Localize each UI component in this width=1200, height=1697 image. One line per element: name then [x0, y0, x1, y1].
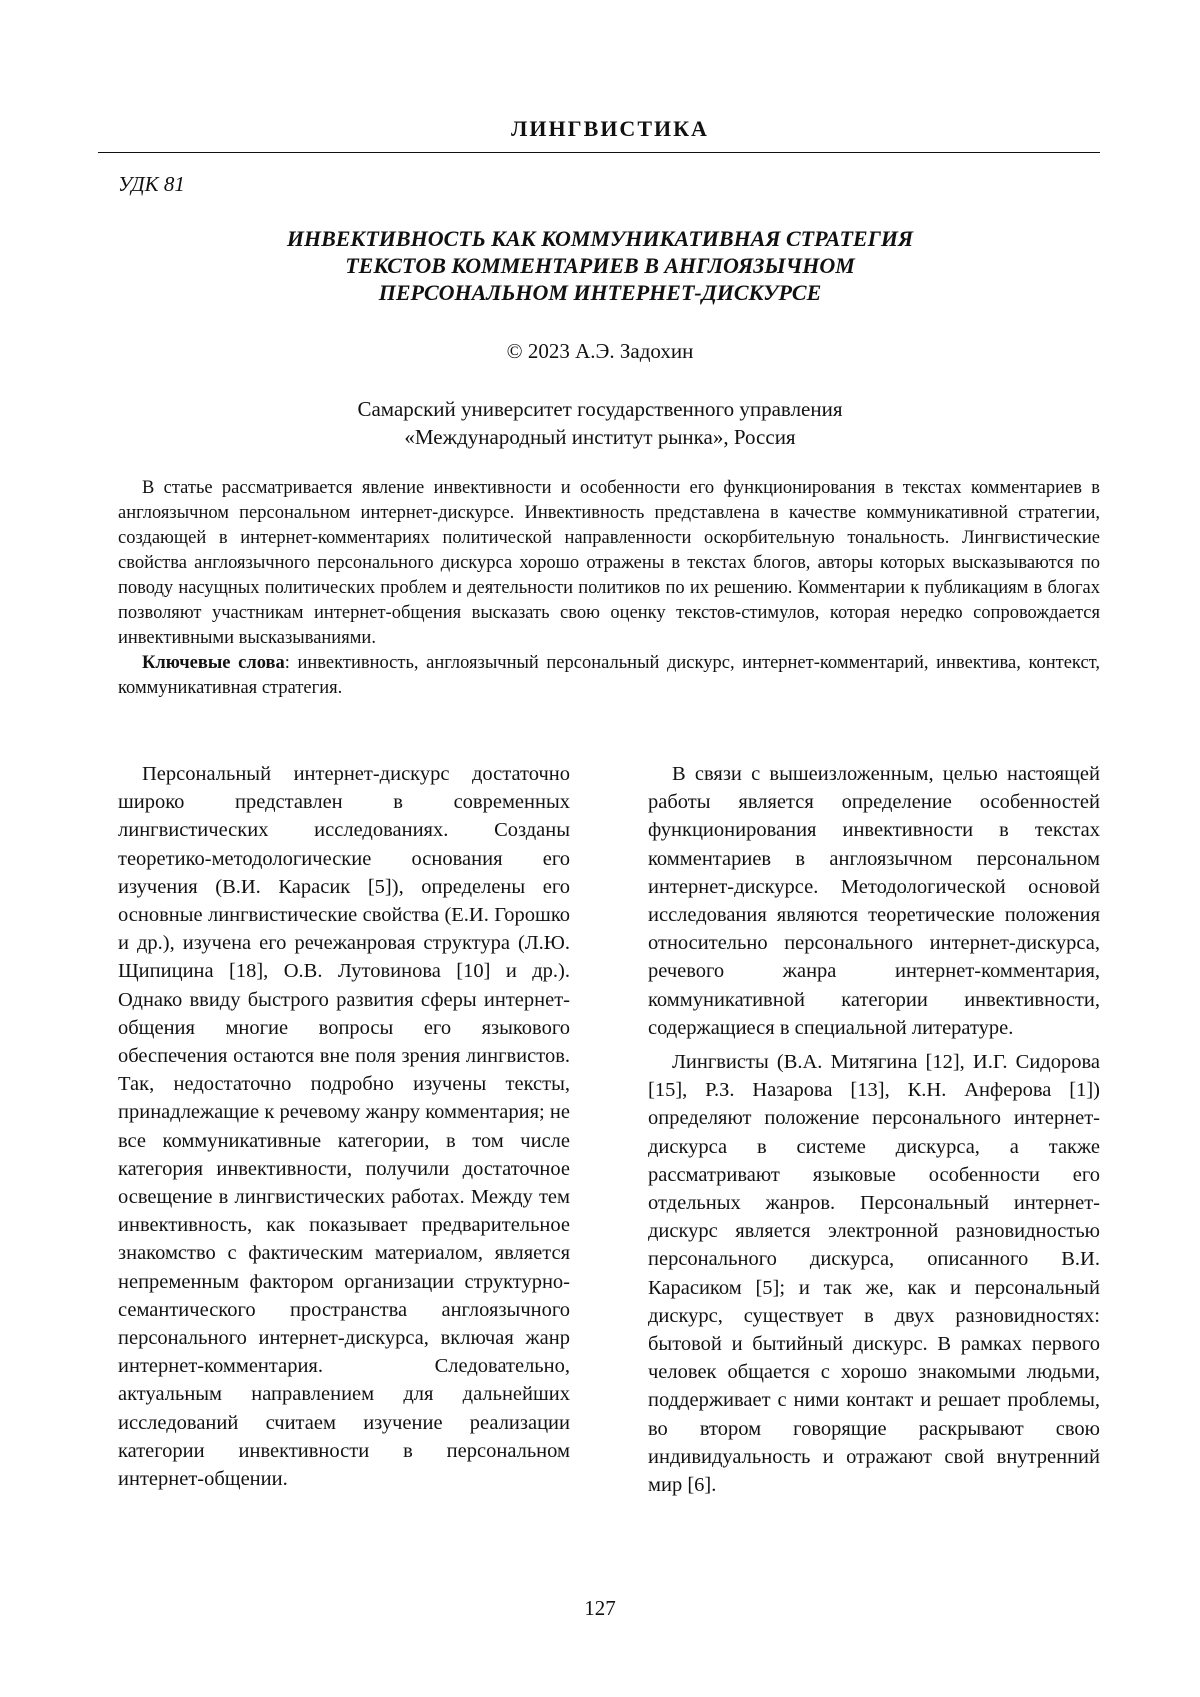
article-title	[200, 225, 1000, 306]
affiliation	[200, 395, 1000, 451]
author-line: © 2023 А.Э. Задохин	[200, 339, 1000, 364]
udk-code: УДК 81	[118, 172, 185, 197]
header-divider	[98, 152, 1100, 153]
affiliation-line: «Международный институт рынка», Россия	[200, 423, 1000, 451]
title-line: ИНВЕКТИВНОСТЬ КАК КОММУНИКАТИВНАЯ СТРАТЕГИЯ	[200, 225, 1000, 252]
affiliation-line: Самарский университет государственного управления	[200, 395, 1000, 423]
abstract	[118, 476, 1100, 701]
keywords	[118, 651, 1100, 701]
keywords-list: : инвективность, англоязычный персональный дискурс, интернет-комментарий, инвектива, контекст, коммуникативная стратегия.	[118, 653, 1100, 698]
body-paragraph: Лингвисты (В.А. Митягина [12], И.Г. Сидорова [15], Р.З. Назарова [13], К.Н. Анферова [1]) определяют положение персонального интернет-дискурса в системе дискурса, а также рассматривают языковые особенности его отдельных жанров. Персональный интернет-дискурс является электронной разновидностью персонального дискурса, описанного В.И. Карасиком [5]; и так же, как и персональный дискурс, существует в двух разновидностях: бытовой и бытийный дискурс. В рамках первого человек общается с хорошо знакомыми людьми, поддерживает с ними контакт и решает проблемы, во втором говорящие раскрывают свою индивидуальность и отражают свой внутренний мир [6].	[648, 1048, 1100, 1499]
title-line: ПЕРСОНАЛЬНОМ ИНТЕРНЕТ-ДИСКУРСЕ	[200, 279, 1000, 306]
abstract-text: В статье рассматривается явление инвективности и особенности его функционирования в текстах комментариев в англоязычном персональном интернет-дискурсе. Инвективность представлена в качестве коммуникативной стратегии, создающей в интернет-комментариях политической направленности оскорбительную тональность. Лингвистические свойства англоязычного персонального дискурса хорошо отражены в текстах блогов, авторы которых высказываются по поводу насущных политических проблем и деятельности политиков по их решению. Комментарии к публикациям в блогах позволяют участникам интернет-общения высказать свою оценку текстов-стимулов, которая нередко сопровождается инвективными высказываниями.	[118, 476, 1100, 651]
body-column-left	[118, 760, 570, 1499]
body-column-right	[648, 760, 1100, 1505]
body-paragraph: В связи с вышеизложенным, целью настоящей работы является определение особенностей функционирования инвективности в текстах комментариев в англоязычном персональном интернет-дискурсе. Методологической основой исследования являются теоретические положения относительно персонального интернет-дискурса, речевого жанра интернет-комментария, коммуникативной категории инвективности, содержащиеся в специальной литературе.	[648, 760, 1100, 1042]
keywords-label: Ключевые слова	[142, 653, 285, 673]
page-number: 127	[560, 1596, 640, 1621]
title-line: ТЕКСТОВ КОММЕНТАРИЕВ В АНГЛОЯЗЫЧНОМ	[200, 252, 1000, 279]
journal-page	[0, 0, 1200, 1697]
section-header: ЛИНГВИСТИКА	[120, 116, 1100, 142]
body-paragraph: Персональный интернет-дискурс достаточно широко представлен в современных лингвистических исследованиях. Созданы теоретико-методологические основания его изучения (В.И. Карасик [5]), определены его основные лингвистические свойства (Е.И. Горошко и др.), изучена его речежанровая структура (Л.Ю. Щипицина [18], О.В. Лутовинова [10] и др.). Однако ввиду быстрого развития сферы интернет-общения многие вопросы его языкового обеспечения остаются вне поля зрения лингвистов. Так, недостаточно подробно изучены тексты, принадлежащие к речевому жанру комментария; не все коммуникативные категории, в том числе категория инвективности, получили достаточное освещение в лингвистических работах. Между тем инвективность, как показывает предварительное знакомство с фактическим материалом, является непременным фактором организации структурно-семантического пространства англоязычного персонального интернет-дискурса, включая жанр интернет-комментария. Следовательно, актуальным направлением для дальнейших исследований считаем изучение реализации категории инвективности в персональном интернет-общении.	[118, 760, 570, 1493]
